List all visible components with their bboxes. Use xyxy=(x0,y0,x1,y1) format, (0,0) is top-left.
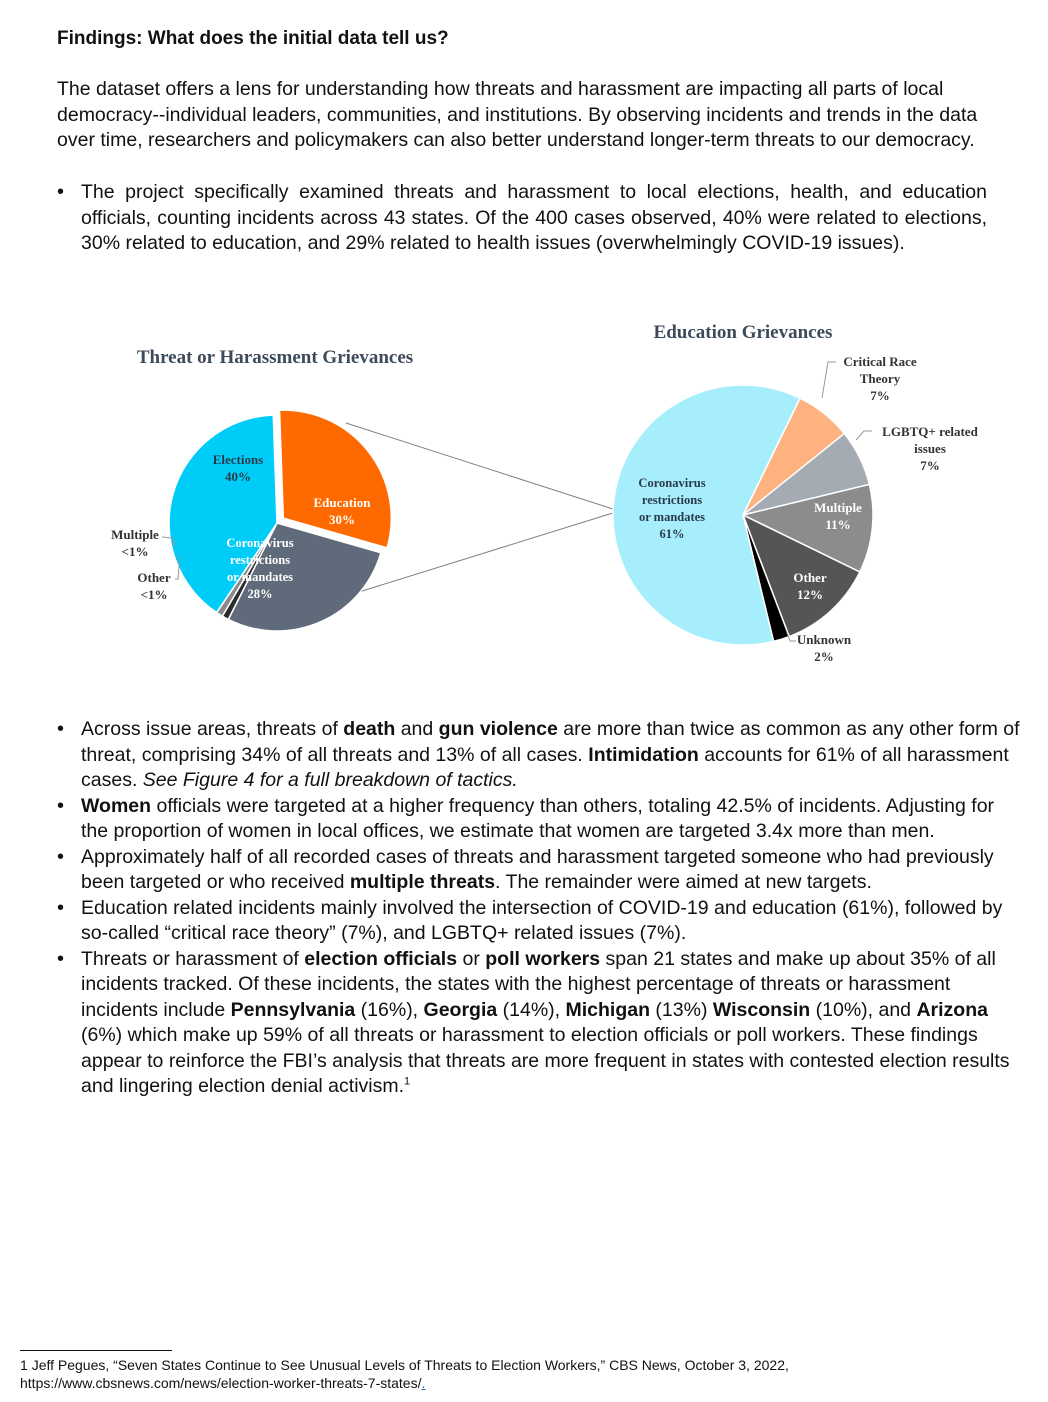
grievance-charts xyxy=(0,300,1048,680)
bullet-repeat-targets: • Approximately half of all recorded cases of threats and harassment targeted someone who had previously been targeted or who received multiple threats. The remainder were aimed at new targets. xyxy=(57,845,1022,896)
bullet-election-officials: • Threats or harassment of election officials or poll workers span 21 states and make up about 35% of all incidents tracked. Of these incidents, the states with the highest percentage of threats or harassment incidents include Pennsylvania (16%), Georgia (14%), Michigan (13%) Wisconsin (10%), and Arizona (6%) which make up 59% of all threats or harassment to election officials or poll workers. These findings appear to reinforce the FBI’s analysis that threats are more frequent in states with contested election results and lingering election denial activism.$^1$ xyxy=(57,947,1022,1100)
leader-crt xyxy=(822,362,836,398)
label-crt: Critical Race Theory 7% xyxy=(843,354,917,403)
bullet-scope-text: The project specifically examined threats and harassment to local elections, health, and education officials, counting incidents across 43 states. Of the 400 cases observed, 40% were related to elections, 30% related to education, and 29% related to health issues (overwhelmingly COVID-19 issues). xyxy=(81,181,987,254)
page-heading: Findings: What does the initial data tell us? xyxy=(57,28,449,49)
chart-title-education: Education Grievances xyxy=(653,322,833,343)
bullet-education: • Education related incidents mainly involved the intersection of COVID-19 and education (61%), followed by so-called “critical race theory” (7%), and LGBTQ+ related issues (7%). xyxy=(57,896,1022,947)
label-other-2: Other 12% xyxy=(793,570,827,602)
pie-slice-education xyxy=(280,410,392,548)
footnote-rule xyxy=(20,1350,172,1351)
footnote-number: 1 xyxy=(20,1357,28,1373)
label-lgbtq: LGBTQ+ related issues 7% xyxy=(882,424,978,473)
bullet-threat-types: • Across issue areas, threats of death and gun violence are more than twice as common as any other form of threat, comprising 34% of all threats and 13% of all cases. Intimidation accounts for 61% of all harassment cases. See Figure 4 for a full breakdown of tactics. xyxy=(57,717,1022,794)
top-bullet-list xyxy=(57,180,987,257)
bullet-women: • Women officials were targeted at a higher frequency than others, totaling 42.5% of incidents. Adjusting for the proportion of women in local offices, we estimate that women are targeted 3.4x more than men. xyxy=(57,794,1022,845)
bullet-scope xyxy=(57,180,987,257)
label-multiple-2: Multiple 11% xyxy=(814,500,862,532)
footnote-citation-link[interactable]: Jeff Pegues, “Seven States Continue to See Unusual Levels of Threats to Election Workers,” CBS News, October 3, 2022, https://www.cbsnews.com/news/election-worker-threats-7-states/ xyxy=(20,1357,789,1391)
label-elections: Elections 40% xyxy=(212,452,264,484)
intro-paragraph: The dataset offers a lens for understanding how threats and harassment are impacting all parts of local democracy--individual leaders, communities, and institutions. By observing incidents and trends in the data over time, researchers and policymakers can also better understand longer-term threats to our democracy. xyxy=(57,78,978,151)
footnote xyxy=(20,1356,1030,1392)
chart-title-threat: Threat or Harassment Grievances xyxy=(136,347,414,368)
label-education: Education 30% xyxy=(313,495,371,527)
footnote-trailing: . xyxy=(421,1375,426,1391)
label-unknown: Unknown 2% xyxy=(796,632,852,664)
leader-lgbtq xyxy=(856,431,872,440)
label-coronavirus-2: Coronavirus restrictions or mandates 61% xyxy=(638,476,706,541)
label-coronavirus-1: Coronavirus restrictions or mandates 28% xyxy=(226,536,294,601)
label-multiple-1: Multiple <1% xyxy=(111,527,159,559)
footnote-ref[interactable]: 1 xyxy=(404,1075,411,1088)
label-other-1: Other <1% xyxy=(137,570,171,602)
threat-grievances-pie xyxy=(169,410,391,631)
bottom-bullet-list xyxy=(57,717,1022,1100)
